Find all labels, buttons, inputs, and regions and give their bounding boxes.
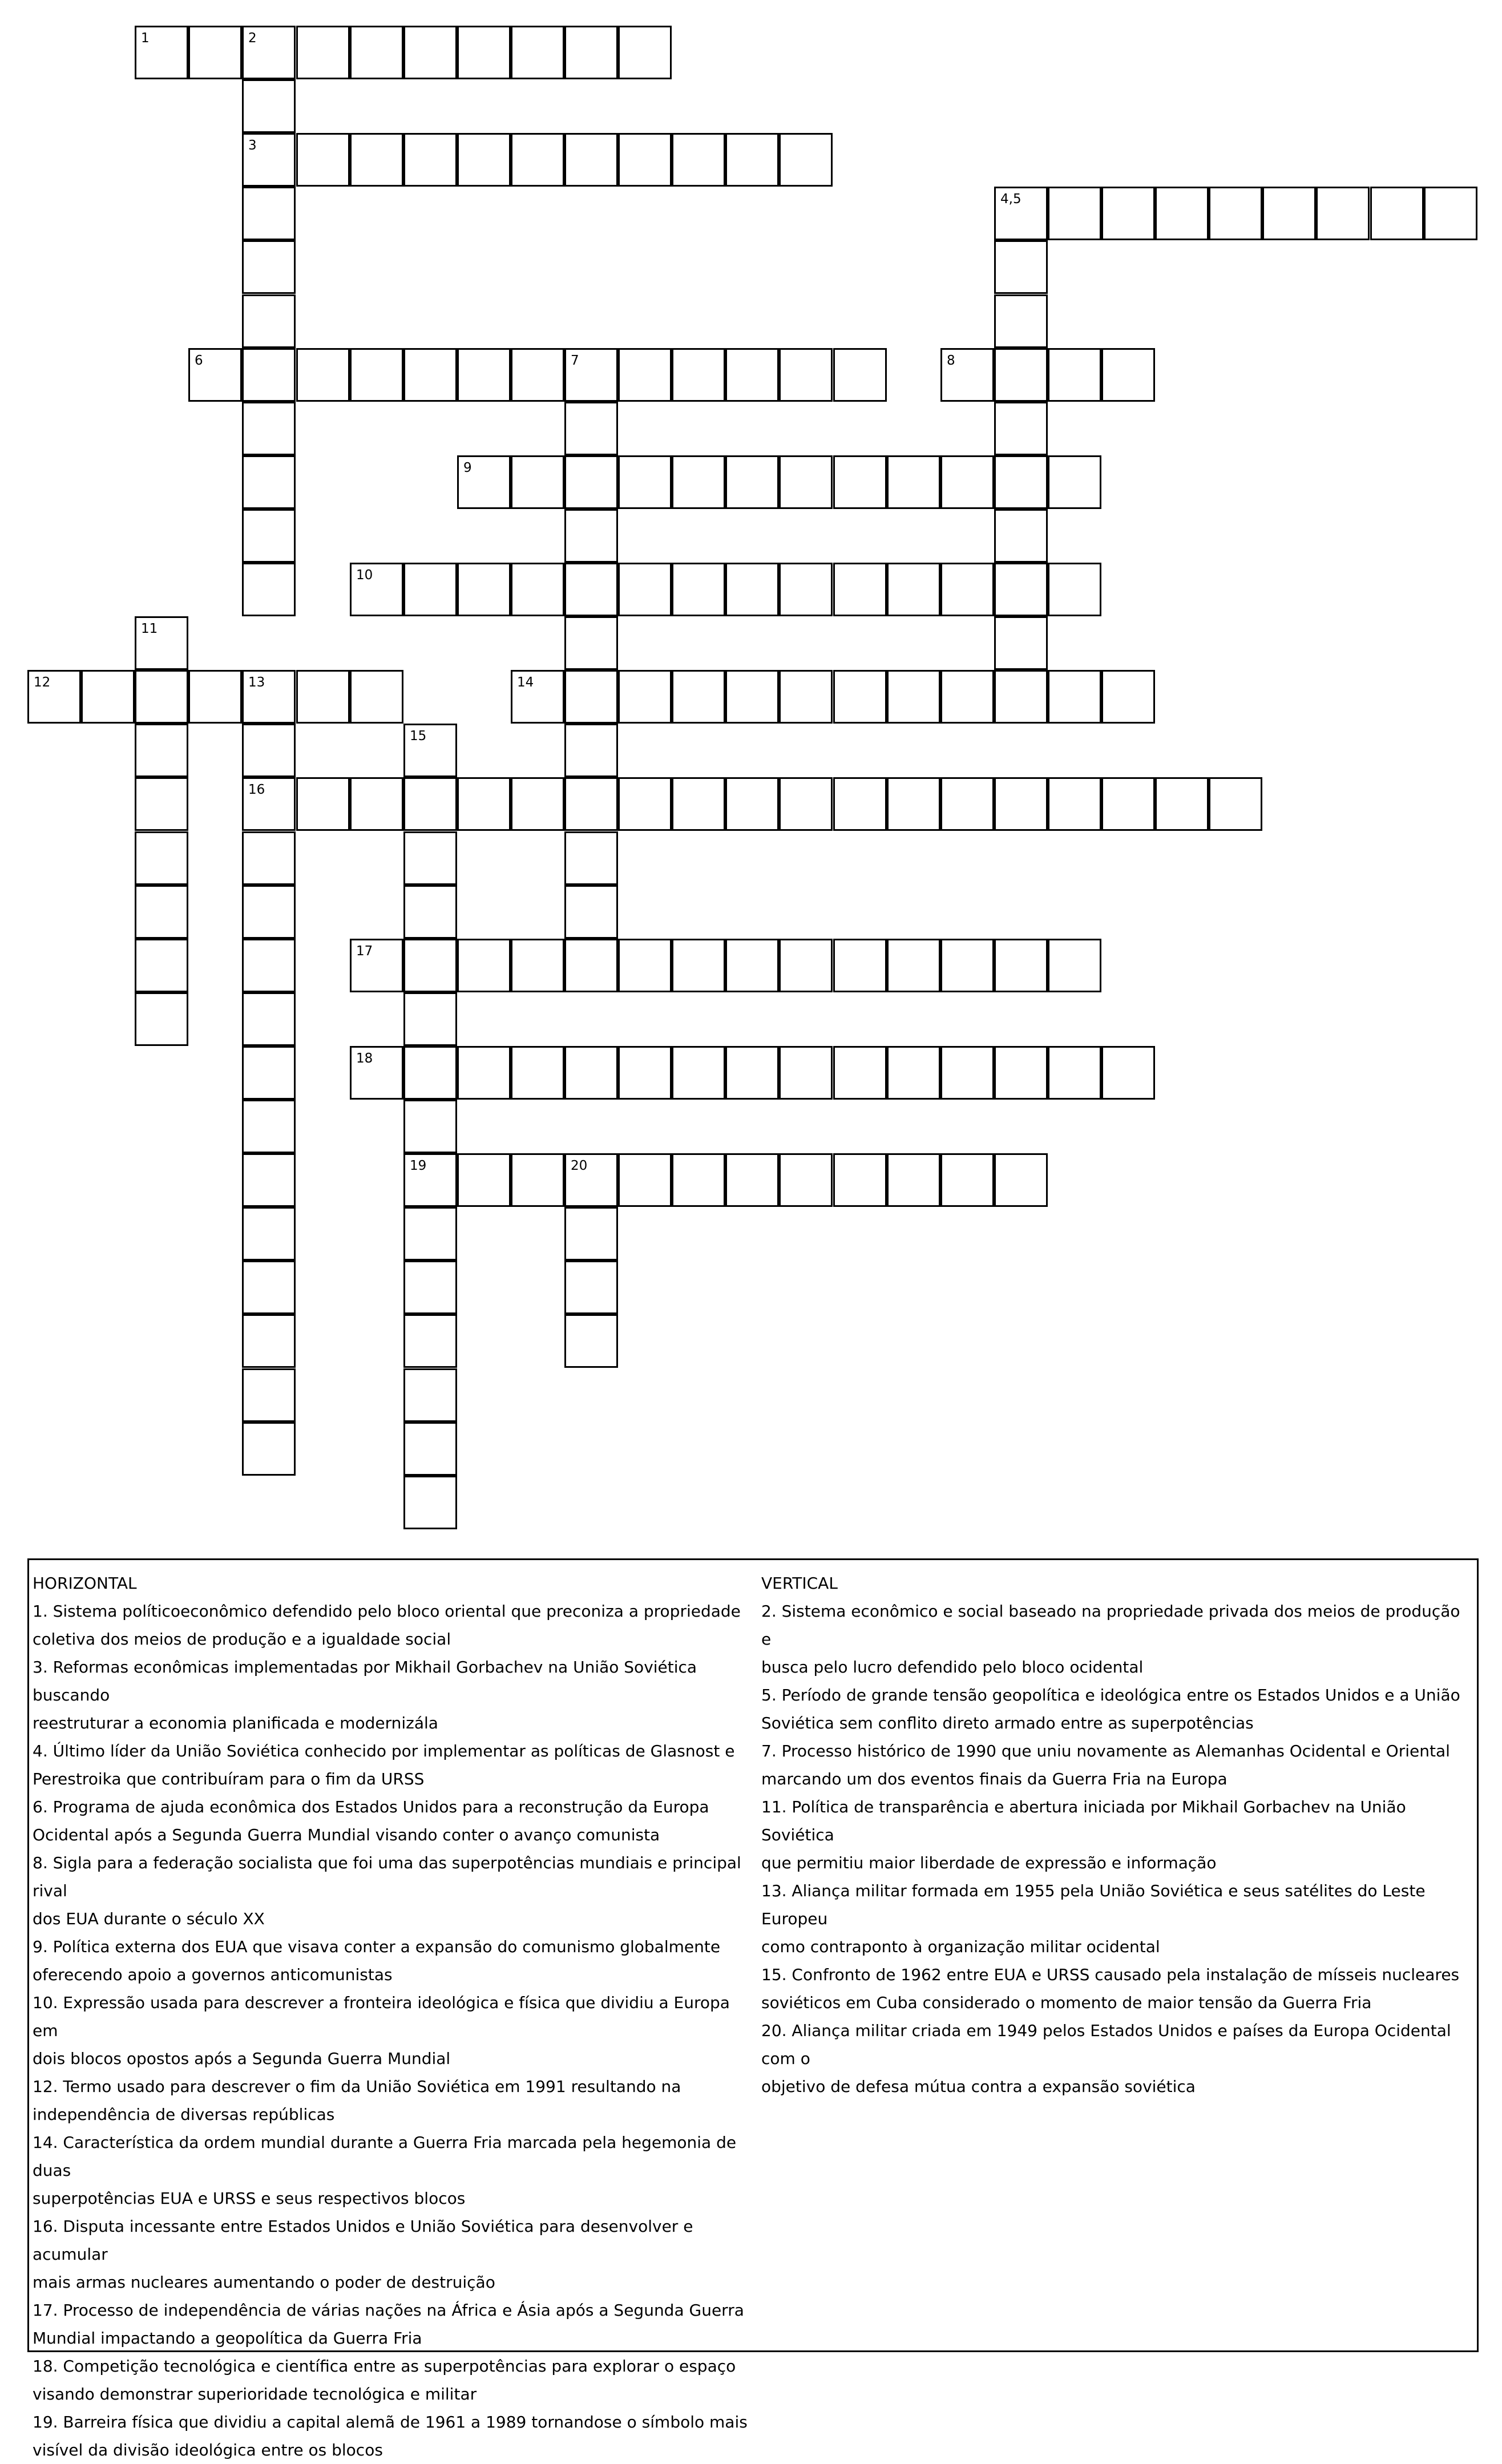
grid-cell[interactable]	[242, 670, 296, 724]
grid-cell[interactable]	[511, 455, 564, 509]
grid-cell[interactable]	[672, 1153, 725, 1207]
grid-cell[interactable]	[940, 777, 994, 831]
grid-cell[interactable]	[1101, 670, 1155, 724]
grid-cell[interactable]	[242, 939, 296, 992]
grid-cell[interactable]	[618, 670, 672, 724]
grid-cell[interactable]	[1048, 563, 1101, 616]
grid-cell[interactable]	[135, 616, 188, 670]
grid-cell[interactable]	[242, 348, 296, 402]
grid-cell[interactable]	[618, 1046, 672, 1100]
grid-cell[interactable]	[564, 831, 618, 885]
grid-cell[interactable]	[887, 563, 940, 616]
grid-cell[interactable]	[1424, 187, 1477, 240]
grid-cell[interactable]	[940, 1153, 994, 1207]
grid-cell[interactable]	[511, 26, 564, 79]
grid-cell[interactable]	[618, 455, 672, 509]
grid-cell[interactable]	[1048, 777, 1101, 831]
clue-number: 6	[195, 353, 203, 368]
grid-cell[interactable]	[725, 1046, 779, 1100]
grid-cell[interactable]	[242, 885, 296, 939]
grid-cell[interactable]	[618, 26, 672, 79]
grid-cell[interactable]	[994, 777, 1048, 831]
grid-cell[interactable]	[296, 133, 350, 187]
grid-cell[interactable]	[940, 939, 994, 992]
grid-cell[interactable]	[833, 777, 887, 831]
grid-cell[interactable]	[994, 1046, 1048, 1100]
grid-cell[interactable]	[350, 670, 403, 724]
grid-cell[interactable]	[1155, 187, 1209, 240]
horizontal-heading: HORIZONTAL	[33, 1574, 137, 1593]
grid-cell[interactable]	[672, 1046, 725, 1100]
grid-cell[interactable]	[403, 1153, 457, 1207]
grid-cell[interactable]	[994, 1153, 1048, 1207]
clue-line: 3. Reformas econômicas implementadas por Mikhail Gorbachev na União Soviética buscando	[33, 1658, 697, 1704]
grid-cell[interactable]	[135, 831, 188, 885]
clue-number: 18	[356, 1051, 373, 1066]
clue-line: 20. Aliança militar criada em 1949 pelos Estados Unidos e países da Europa Ocidental com o	[761, 2021, 1451, 2068]
grid-cell[interactable]	[618, 777, 672, 831]
grid-cell[interactable]	[457, 26, 511, 79]
grid-cell[interactable]	[296, 670, 350, 724]
grid-cell[interactable]	[135, 939, 188, 992]
grid-cell[interactable]	[511, 563, 564, 616]
grid-cell[interactable]	[833, 563, 887, 616]
grid-cell[interactable]	[725, 1153, 779, 1207]
grid-cell[interactable]	[994, 455, 1048, 509]
grid-cell[interactable]	[242, 1153, 296, 1207]
vertical-heading: VERTICAL	[761, 1574, 838, 1593]
grid-cell[interactable]	[511, 348, 564, 402]
grid-cell[interactable]	[242, 26, 296, 79]
grid-cell[interactable]	[833, 348, 887, 402]
clue-line: marcando um dos eventos finais da Guerra Fria na Europa	[761, 1770, 1228, 1788]
clue-number: 1	[141, 31, 150, 46]
grid-cell[interactable]	[564, 1153, 618, 1207]
grid-cell[interactable]	[1209, 777, 1262, 831]
clue-number: 13	[248, 675, 265, 690]
grid-cell[interactable]	[672, 777, 725, 831]
grid-cell[interactable]	[1101, 187, 1155, 240]
grid-cell[interactable]	[618, 939, 672, 992]
grid-cell[interactable]	[242, 1261, 296, 1314]
grid-cell[interactable]	[618, 563, 672, 616]
grid-cell[interactable]	[1370, 187, 1424, 240]
grid-cell[interactable]	[188, 26, 242, 79]
grid-cell[interactable]	[242, 402, 296, 455]
grid-cell[interactable]	[994, 402, 1048, 455]
grid-cell[interactable]	[403, 1368, 457, 1422]
grid-cell[interactable]	[242, 1314, 296, 1368]
grid-cell[interactable]	[1209, 187, 1262, 240]
clue-line: independência de diversas repúblicas	[33, 2105, 335, 2124]
grid-cell[interactable]	[1101, 348, 1155, 402]
grid-cell[interactable]	[779, 133, 833, 187]
clue-number: 12	[34, 675, 51, 690]
grid-cell[interactable]	[564, 885, 618, 939]
clue-line: Mundial impactando a geopolítica da Guerra Fria	[33, 2329, 422, 2348]
grid-cell[interactable]	[188, 348, 242, 402]
grid-cell[interactable]	[1155, 777, 1209, 831]
grid-cell[interactable]	[403, 1261, 457, 1314]
clue-line: 19. Barreira física que dividiu a capital alemã de 1961 a 1989 tornandose o símbolo mais	[33, 2413, 748, 2431]
grid-cell[interactable]	[403, 348, 457, 402]
grid-cell[interactable]	[725, 563, 779, 616]
grid-cell[interactable]	[833, 1153, 887, 1207]
grid-cell[interactable]	[403, 563, 457, 616]
grid-cell[interactable]	[135, 885, 188, 939]
grid-cell[interactable]	[564, 509, 618, 563]
grid-cell[interactable]	[403, 133, 457, 187]
clue-line: 11. Política de transparência e abertura iniciada por Mikhail Gorbachev na União Soviética	[761, 1797, 1406, 1844]
grid-cell[interactable]	[1048, 187, 1101, 240]
grid-cell[interactable]	[135, 724, 188, 777]
grid-cell[interactable]	[350, 1046, 403, 1100]
grid-cell[interactable]	[725, 939, 779, 992]
grid-cell[interactable]	[403, 26, 457, 79]
grid-cell[interactable]	[350, 563, 403, 616]
grid-cell[interactable]	[564, 616, 618, 670]
grid-cell[interactable]	[242, 240, 296, 294]
clue-line: visível da divisão ideológica entre os blocos	[33, 2441, 383, 2459]
grid-cell[interactable]	[564, 724, 618, 777]
grid-cell[interactable]	[994, 240, 1048, 294]
clue-number: 16	[248, 782, 265, 797]
grid-cell[interactable]	[940, 1046, 994, 1100]
grid-cell[interactable]	[887, 777, 940, 831]
grid-cell[interactable]	[350, 348, 403, 402]
grid-cell[interactable]	[242, 1422, 296, 1476]
grid-cell[interactable]	[188, 670, 242, 724]
grid-cell[interactable]	[296, 348, 350, 402]
grid-cell[interactable]	[1048, 455, 1101, 509]
grid-cell[interactable]	[672, 563, 725, 616]
clue-line: objetivo de defesa mútua contra a expansão soviética	[761, 2077, 1196, 2096]
grid-cell[interactable]	[350, 133, 403, 187]
grid-cell[interactable]	[1101, 1046, 1155, 1100]
vertical-clues-column	[761, 1569, 1475, 2101]
clue-number: 3	[248, 138, 257, 153]
clue-line: reestruturar a economia planificada e modernizála	[33, 1714, 438, 1732]
grid-cell[interactable]	[833, 670, 887, 724]
grid-cell[interactable]	[994, 187, 1048, 240]
clue-line: 5. Período de grande tensão geopolítica e ideológica entre os Estados Unidos e a União	[761, 1686, 1460, 1704]
clue-line: 4. Último líder da União Soviética conhecido por implementar as políticas de Glasnost e	[33, 1742, 735, 1760]
grid-cell[interactable]	[564, 455, 618, 509]
grid-cell[interactable]	[81, 670, 135, 724]
grid-cell[interactable]	[403, 777, 457, 831]
grid-cell[interactable]	[725, 670, 779, 724]
grid-cell[interactable]	[135, 670, 188, 724]
clue-line: 9. Política externa dos EUA que visava conter a expansão do comunismo globalmente	[33, 1937, 721, 1956]
grid-cell[interactable]	[940, 670, 994, 724]
grid-cell[interactable]	[887, 1153, 940, 1207]
clue-line: 14. Característica da ordem mundial durante a Guerra Fria marcada pela hegemonia de duas	[33, 2133, 737, 2180]
grid-cell[interactable]	[618, 348, 672, 402]
grid-cell[interactable]	[1048, 939, 1101, 992]
grid-cell[interactable]	[1101, 777, 1155, 831]
grid-cell[interactable]	[403, 1422, 457, 1476]
clue-number: 2	[248, 31, 257, 46]
grid-cell[interactable]	[457, 348, 511, 402]
grid-cell[interactable]	[833, 455, 887, 509]
grid-cell[interactable]	[242, 777, 296, 831]
grid-cell[interactable]	[350, 26, 403, 79]
horizontal-clue-list	[33, 1597, 753, 2464]
grid-cell[interactable]	[403, 992, 457, 1046]
grid-cell[interactable]	[779, 777, 833, 831]
clue-number: 15	[410, 729, 427, 744]
grid-cell[interactable]	[511, 1153, 564, 1207]
grid-cell[interactable]	[725, 455, 779, 509]
grid-cell[interactable]	[350, 939, 403, 992]
grid-cell[interactable]	[779, 455, 833, 509]
grid-cell[interactable]	[1316, 187, 1370, 240]
grid-cell[interactable]	[725, 133, 779, 187]
grid-cell[interactable]	[994, 509, 1048, 563]
grid-cell[interactable]	[779, 1153, 833, 1207]
grid-cell[interactable]	[135, 777, 188, 831]
grid-cell[interactable]	[833, 939, 887, 992]
clue-line: 10. Expressão usada para descrever a fronteira ideológica e física que dividiu a Europa em	[33, 1993, 730, 2040]
grid-cell[interactable]	[564, 1314, 618, 1368]
grid-cell[interactable]	[994, 939, 1048, 992]
grid-cell[interactable]	[940, 348, 994, 402]
grid-cell[interactable]	[511, 939, 564, 992]
clue-line: 1. Sistema políticoeconômico defendido pelo bloco oriental que preconiza a propriedade	[33, 1602, 741, 1621]
grid-cell[interactable]	[618, 1153, 672, 1207]
clue-line: Ocidental após a Segunda Guerra Mundial visando conter o avanço comunista	[33, 1825, 660, 1844]
grid-cell[interactable]	[564, 1207, 618, 1261]
grid-cell[interactable]	[564, 939, 618, 992]
grid-cell[interactable]	[887, 455, 940, 509]
grid-cell[interactable]	[296, 777, 350, 831]
grid-cell[interactable]	[242, 455, 296, 509]
grid-cell[interactable]	[564, 777, 618, 831]
grid-cell[interactable]	[994, 348, 1048, 402]
clue-line: 18. Competição tecnológica e científica entre as superpotências para explorar o espaço	[33, 2357, 736, 2376]
grid-cell[interactable]	[457, 133, 511, 187]
grid-cell[interactable]	[887, 1046, 940, 1100]
grid-cell[interactable]	[242, 563, 296, 616]
grid-cell[interactable]	[403, 1207, 457, 1261]
clue-line: 8. Sigla para a federação socialista que foi uma das superpotências mundiais e principal rival	[33, 1853, 741, 1900]
grid-cell[interactable]	[403, 1046, 457, 1100]
clue-number: 17	[356, 944, 373, 959]
clue-number: 14	[517, 675, 534, 690]
grid-cell[interactable]	[403, 939, 457, 992]
grid-cell[interactable]	[511, 1046, 564, 1100]
grid-cell[interactable]	[242, 509, 296, 563]
grid-cell[interactable]	[887, 670, 940, 724]
grid-cell[interactable]	[887, 939, 940, 992]
grid-cell[interactable]	[242, 724, 296, 777]
grid-cell[interactable]	[564, 563, 618, 616]
grid-cell[interactable]	[242, 133, 296, 187]
clues-box	[27, 1558, 1479, 2459]
clue-line: 7. Processo histórico de 1990 que uniu novamente as Alemanhas Ocidental e Oriental	[761, 1742, 1450, 1760]
grid-cell[interactable]	[296, 26, 350, 79]
grid-cell[interactable]	[242, 831, 296, 885]
grid-cell[interactable]	[457, 563, 511, 616]
grid-cell[interactable]	[994, 616, 1048, 670]
grid-cell[interactable]	[242, 187, 296, 240]
clue-line: busca pelo lucro defendido pelo bloco ocidental	[761, 1658, 1144, 1677]
grid-cell[interactable]	[135, 992, 188, 1046]
grid-cell[interactable]	[242, 294, 296, 348]
grid-cell[interactable]	[457, 939, 511, 992]
clue-line: Perestroika que contribuíram para o fim da URSS	[33, 1770, 425, 1788]
clue-number: 10	[356, 568, 373, 583]
clue-number: 4,5	[1000, 192, 1021, 207]
grid-cell[interactable]	[403, 1100, 457, 1153]
grid-cell[interactable]	[994, 670, 1048, 724]
grid-cell[interactable]	[403, 1314, 457, 1368]
grid-cell[interactable]	[779, 939, 833, 992]
clue-number: 20	[571, 1158, 588, 1173]
grid-cell[interactable]	[618, 133, 672, 187]
clue-line: 2. Sistema econômico e social baseado na propriedade privada dos meios de produção e	[761, 1602, 1460, 1649]
grid-cell[interactable]	[511, 133, 564, 187]
grid-cell[interactable]	[725, 348, 779, 402]
clue-line: coletiva dos meios de produção e a igualdade social	[33, 1630, 451, 1649]
clue-number: 19	[410, 1158, 427, 1173]
clue-line: dos EUA durante o século XX	[33, 1909, 265, 1928]
grid-cell[interactable]	[403, 831, 457, 885]
grid-cell[interactable]	[403, 724, 457, 777]
clue-line: superpotências EUA e URSS e seus respectivos blocos	[33, 2189, 466, 2208]
clue-line: Soviética sem conflito direto armado entre as superpotências	[761, 1714, 1254, 1732]
grid-cell[interactable]	[1048, 670, 1101, 724]
grid-cell[interactable]	[242, 1368, 296, 1422]
grid-cell[interactable]	[350, 777, 403, 831]
grid-cell[interactable]	[994, 294, 1048, 348]
clue-line: dois blocos opostos após a Segunda Guerra Mundial	[33, 2049, 451, 2068]
grid-cell[interactable]	[1048, 348, 1101, 402]
clue-line: 13. Aliança militar formada em 1955 pela União Soviética e seus satélites do Leste Europeu	[761, 1881, 1426, 1928]
clue-line: 16. Disputa incessante entre Estados Unidos e União Soviética para desenvolver e acumular	[33, 2217, 693, 2264]
grid-cell[interactable]	[725, 777, 779, 831]
grid-cell[interactable]	[457, 455, 511, 509]
grid-cell[interactable]	[511, 777, 564, 831]
grid-cell[interactable]	[779, 563, 833, 616]
clue-number: 11	[141, 621, 158, 636]
grid-cell[interactable]	[242, 1100, 296, 1153]
grid-cell[interactable]	[1048, 1046, 1101, 1100]
grid-cell[interactable]	[564, 133, 618, 187]
grid-cell[interactable]	[564, 402, 618, 455]
grid-cell[interactable]	[457, 1153, 511, 1207]
grid-cell[interactable]	[779, 348, 833, 402]
grid-cell[interactable]	[994, 563, 1048, 616]
grid-cell[interactable]	[242, 79, 296, 133]
clue-line: 12. Termo usado para descrever o fim da União Soviética em 1991 resultando na	[33, 2077, 681, 2096]
grid-cell[interactable]	[403, 885, 457, 939]
grid-cell[interactable]	[403, 1476, 457, 1529]
clue-number: 7	[571, 353, 579, 368]
grid-cell[interactable]	[672, 455, 725, 509]
grid-cell[interactable]	[564, 1261, 618, 1314]
clue-line: 15. Confronto de 1962 entre EUA e URSS causado pela instalação de mísseis nucleares	[761, 1965, 1460, 1984]
grid-cell[interactable]	[1262, 187, 1316, 240]
clue-line: visando demonstrar superioridade tecnológica e militar	[33, 2385, 477, 2404]
grid-cell[interactable]	[564, 1046, 618, 1100]
clue-line: como contraponto à organização militar ocidental	[761, 1937, 1160, 1956]
grid-cell[interactable]	[511, 670, 564, 724]
grid-cell[interactable]	[242, 1046, 296, 1100]
grid-cell[interactable]	[940, 455, 994, 509]
clue-line: que permitiu maior liberdade de expressão e informação	[761, 1853, 1217, 1872]
grid-cell[interactable]	[135, 26, 188, 79]
grid-cell[interactable]	[672, 348, 725, 402]
horizontal-clues-column	[33, 1569, 753, 2464]
grid-cell[interactable]	[564, 348, 618, 402]
grid-cell[interactable]	[564, 26, 618, 79]
grid-cell[interactable]	[242, 992, 296, 1046]
clue-line: soviéticos em Cuba considerado o momento de maior tensão da Guerra Fria	[761, 1993, 1372, 2012]
grid-cell[interactable]	[564, 670, 618, 724]
clue-line: mais armas nucleares aumentando o poder de destruição	[33, 2273, 495, 2292]
grid-cell[interactable]	[672, 939, 725, 992]
grid-cell[interactable]	[779, 1046, 833, 1100]
vertical-clue-list	[761, 1597, 1475, 2101]
grid-cell[interactable]	[457, 1046, 511, 1100]
grid-cell[interactable]	[242, 1207, 296, 1261]
grid-cell[interactable]	[457, 777, 511, 831]
grid-cell[interactable]	[27, 670, 81, 724]
grid-cell[interactable]	[672, 670, 725, 724]
grid-cell[interactable]	[779, 670, 833, 724]
clue-number: 8	[947, 353, 955, 368]
grid-cell[interactable]	[833, 1046, 887, 1100]
clue-line: 17. Processo de independência de várias nações na África e Ásia após a Segunda Guerra	[33, 2301, 744, 2320]
clue-line: oferecendo apoio a governos anticomunistas	[33, 1965, 393, 1984]
grid-cell[interactable]	[940, 563, 994, 616]
clue-number: 9	[463, 461, 472, 475]
clue-line: 6. Programa de ajuda econômica dos Estados Unidos para a reconstrução da Europa	[33, 1797, 709, 1816]
grid-cell[interactable]	[672, 133, 725, 187]
